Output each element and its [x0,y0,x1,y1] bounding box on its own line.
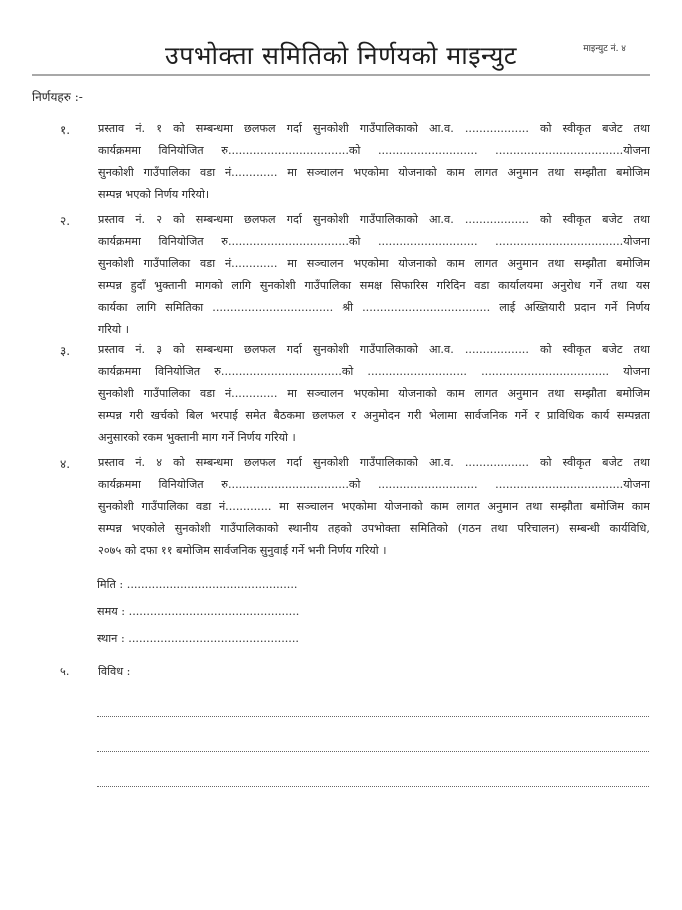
item-line: प्रस्ताव नं. २ को सम्बन्धमा छलफल गर्दा सुनकोशी गाउँपालिकाको आ.व. .................. को स्वीकृत बजेट तथा [98,213,650,226]
item-line: गरियो । [98,323,129,336]
item-line: सुनकोशी गाउँपालिका वडा नं............. मा सञ्चालन भएकोमा योजनाको काम लागत अनुमान तथा सम्झौता बमोजिम [98,166,650,179]
item-number: २. [60,214,71,228]
item-line: अनुसारको रकम भुक्तानी माग गर्ने निर्णय गरियो । [98,431,296,444]
date-field[interactable] [97,577,297,592]
item-line: कार्यक्रममा विनियोजित रु..................................को ............................ .................................... योजना [98,365,650,378]
item-line: प्रस्ताव नं. १ को सम्बन्धमा छलफल गर्दा सुनकोशी गाउँपालिकाको आ.व. .................. को स्वीकृत बजेट तथा [98,122,650,135]
item-text [98,209,650,341]
item-line: सुनकोशी गाउँपालिका वडा नं............. मा सञ्चालन भएकोमा योजनाको काम लागत अनुमान तथा सम्झौता बमोजिम [98,387,650,400]
item-number: १. [60,123,71,137]
item-line: सम्पन्न भएको निर्णय गरियो। [98,188,210,201]
item-line: कार्यक्रममा विनियोजित रु..................................को ............................ ....................................योजना [98,235,650,248]
item-line: सुनकोशी गाउँपालिका वडा नं............. मा सञ्चालन भएकोमा योजनाको काम लागत अनुमान तथा सम्झौता बमोजिम [98,257,650,270]
place-label: स्थान : [97,632,125,645]
item-text [98,339,650,449]
item-line: प्रस्ताव नं. ३ को सम्बन्धमा छलफल गर्दा सुनकोशी गाउँपालिकाको आ.व. .................. को स्वीकृत बजेट तथा [98,343,650,356]
item-line: २०७५ को दफा ११ बमोजिम सार्वजनिक सुनुवाई गर्ने भनी निर्णय गरियो । [98,544,387,557]
misc-item [60,664,131,679]
misc-fill-line-1[interactable] [97,716,649,717]
item-number: ३. [60,344,71,358]
misc-fill-line-3[interactable] [97,786,649,787]
item-line: सम्पन्न भएकोले सुनकोशी गाउँपालिकाको स्थानीय तहको उपभोक्ता समितिको (गठन तथा परिचालन) सम्बन्धी कार्यविधि, [98,522,650,535]
time-field[interactable] [97,604,299,619]
page-title: उपभोक्ता समितिको निर्णयको माइन्युट [165,41,517,70]
item-line: कार्यक्रममा विनियोजित रु..................................को ............................ ....................................योजना [98,478,650,491]
date-value[interactable]: ................................................ [126,578,298,591]
item-text [98,118,650,206]
time-value[interactable]: ................................................ [128,605,300,618]
header-divider [32,74,650,76]
minute-number: माइन्युट नं. ४ [583,44,626,54]
item-number: ५. [60,665,70,678]
item-line: सुनकोशी गाउँपालिका वडा नं............. मा सञ्चालन भएकोमा योजनाको काम लागत अनुमान तथा सम्झौता बमोजिम काम [98,500,650,513]
item-line: प्रस्ताव नं. ४ को सम्बन्धमा छलफल गर्दा सुनकोशी गाउँपालिकाको आ.व. .................. को स्वीकृत बजेट तथा [98,456,650,469]
time-label: समय : [97,605,126,618]
item-line: कार्यक्रममा विनियोजित रु..................................को ............................ ....................................योजना [98,144,650,157]
item-line: कार्यका लागि समितिका .................................. श्री .................................... लाई अख्तियारी प्रदान गर्ने निर्णय [98,301,650,314]
misc-fill-line-2[interactable] [97,751,649,752]
item-number: ४. [60,457,71,471]
place-field[interactable] [97,631,299,646]
item-line: सम्पन्न हुदाँ भुक्तानी मागको लागि सुनकोशी गाउँपालिका समक्ष सिफारिस गरिदिन वडा कार्यालयमा अनुरोध गर्ने तथा यस [98,279,650,292]
place-value[interactable]: ................................................ [128,632,299,645]
item-text [98,452,650,562]
misc-label: विविध : [98,665,131,678]
item-line: सम्पन्न गरी खर्चको बिल भरपाई समेत बैठकमा छलफल र अनुमोदन गरी भेलामा सार्वजनिक गर्ने र प्राविधिक कार्य सम्पन्नता [98,409,650,422]
date-label: मिति : [97,578,124,591]
decisions-heading: निर्णयहरु :- [32,90,83,104]
